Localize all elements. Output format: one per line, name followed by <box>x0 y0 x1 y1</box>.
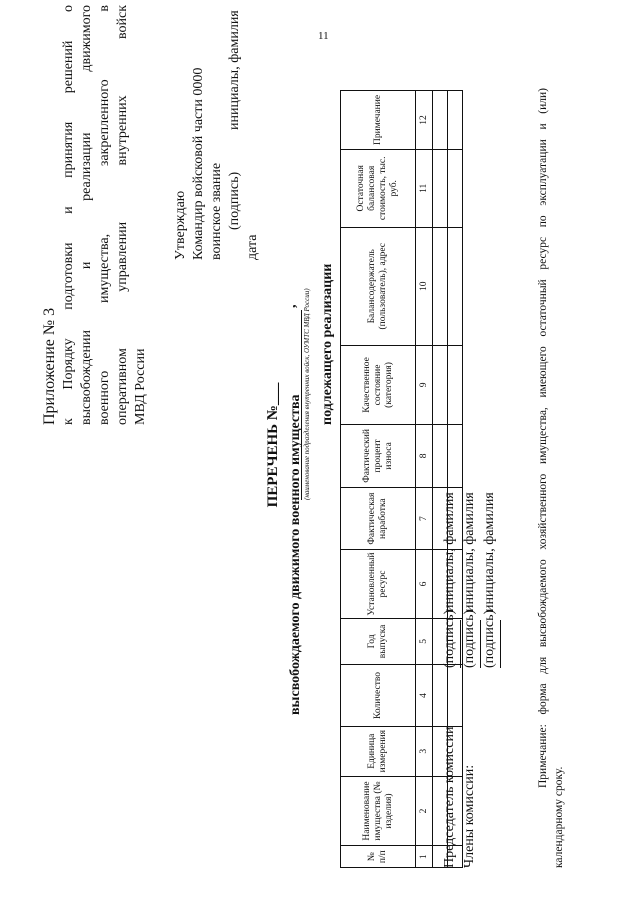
table-cell <box>448 345 463 424</box>
blank-hint: (наименование подразделения внутренних войск, ОУМТС МВД России) <box>303 288 311 500</box>
column-number-cell: 4 <box>416 665 433 727</box>
approval-block <box>172 10 262 260</box>
table-cell <box>433 91 448 150</box>
column-number-cell: 3 <box>416 726 433 776</box>
column-number-cell: 11 <box>416 149 433 227</box>
commission-chairman-label: Председатель комиссии <box>442 726 457 868</box>
table-header-cell: Остаточная балансовая стоимость, тыс. руб. <box>341 149 416 227</box>
commission-initials: инициалы, фамилия <box>462 492 477 612</box>
table-header-cell: Качественное состояние (категория) <box>341 345 416 424</box>
approval-date: дата <box>245 234 260 260</box>
footnote-line: Примечание: форма для высвобождаемого хозяйственного имущества, имеющего остаточный ресурс по эксплуатации и (или) <box>537 88 549 788</box>
appendix-line: к Порядку подготовки и принятия решений о <box>61 5 76 425</box>
appendix-line: оперативном управлении внутренних войск <box>115 5 130 425</box>
table-header-cell: Год выпуска <box>341 618 416 665</box>
commission-block <box>440 468 500 868</box>
approval-rank: воинское звание <box>209 162 224 260</box>
table-header-cell: Фактическая наработка <box>341 487 416 550</box>
table-cell <box>448 227 463 345</box>
table-cell <box>448 91 463 150</box>
table-header-cell: Единица измерения <box>341 726 416 776</box>
commission-signature: (подпись) <box>460 620 481 668</box>
commission-initials: инициалы, фамилия <box>482 492 497 612</box>
appendix-line: МВД России <box>133 348 148 425</box>
appendix-block <box>40 5 150 425</box>
appendix-line: военного имущества, закрепленного в <box>97 5 112 425</box>
table-cell <box>433 227 448 345</box>
column-number-cell: 2 <box>416 776 433 846</box>
subtitle-comma: , <box>284 304 299 308</box>
table-header-cell: Балансодержатель (пользователь), адрес <box>341 227 416 345</box>
column-number-cell: 10 <box>416 227 433 345</box>
column-number-cell: 12 <box>416 91 433 150</box>
commission-members-label: Члены комиссии: <box>462 764 477 868</box>
appendix-line: высвобождении и реализации движимого <box>79 5 94 425</box>
table-cell <box>448 149 463 227</box>
table-header-cell: Наименование имущества (№ изделия) <box>341 776 416 846</box>
column-number-cell: 7 <box>416 487 433 550</box>
blank-line <box>301 310 302 500</box>
commission-initials: инициалы, фамилия <box>442 492 457 612</box>
page-number: 11 <box>318 30 329 42</box>
footnote-line: календарному сроку. <box>553 766 565 868</box>
approval-approve: Утверждаю <box>173 190 188 260</box>
column-number-cell: 1 <box>416 846 433 868</box>
column-number-cell: 9 <box>416 345 433 424</box>
document-subtitle-start: высвобождаемого движимого военного имущества <box>288 394 303 715</box>
footnote <box>535 88 567 868</box>
approval-signature: (подпись) <box>227 171 242 230</box>
document-subtitle-end: подлежащего реализации <box>320 263 335 425</box>
column-number-cell: 8 <box>416 424 433 487</box>
column-number-cell: 5 <box>416 618 433 665</box>
commission-signature: (подпись) <box>480 620 501 668</box>
column-number-cell: 6 <box>416 550 433 618</box>
appendix-title: Приложение № 3 <box>41 307 58 425</box>
table-header-row <box>341 91 416 868</box>
table-cell <box>433 149 448 227</box>
table-header-cell: Примечание <box>341 91 416 150</box>
table-cell <box>433 345 448 424</box>
table-header-cell: Количество <box>341 665 416 727</box>
table-number-row <box>416 91 433 868</box>
approval-commander: Командир войсковой части 0000 <box>191 67 206 260</box>
document-title: ПЕРЕЧЕНЬ №___ <box>265 382 281 508</box>
table-header-cell: Установленный ресурс <box>341 550 416 618</box>
commission-signature: (подпись) <box>440 620 461 668</box>
approval-initials: инициалы, фамилия <box>227 10 242 130</box>
table-header-cell: № п/п <box>341 846 416 868</box>
table-header-cell: Фактический процент износа <box>341 424 416 487</box>
